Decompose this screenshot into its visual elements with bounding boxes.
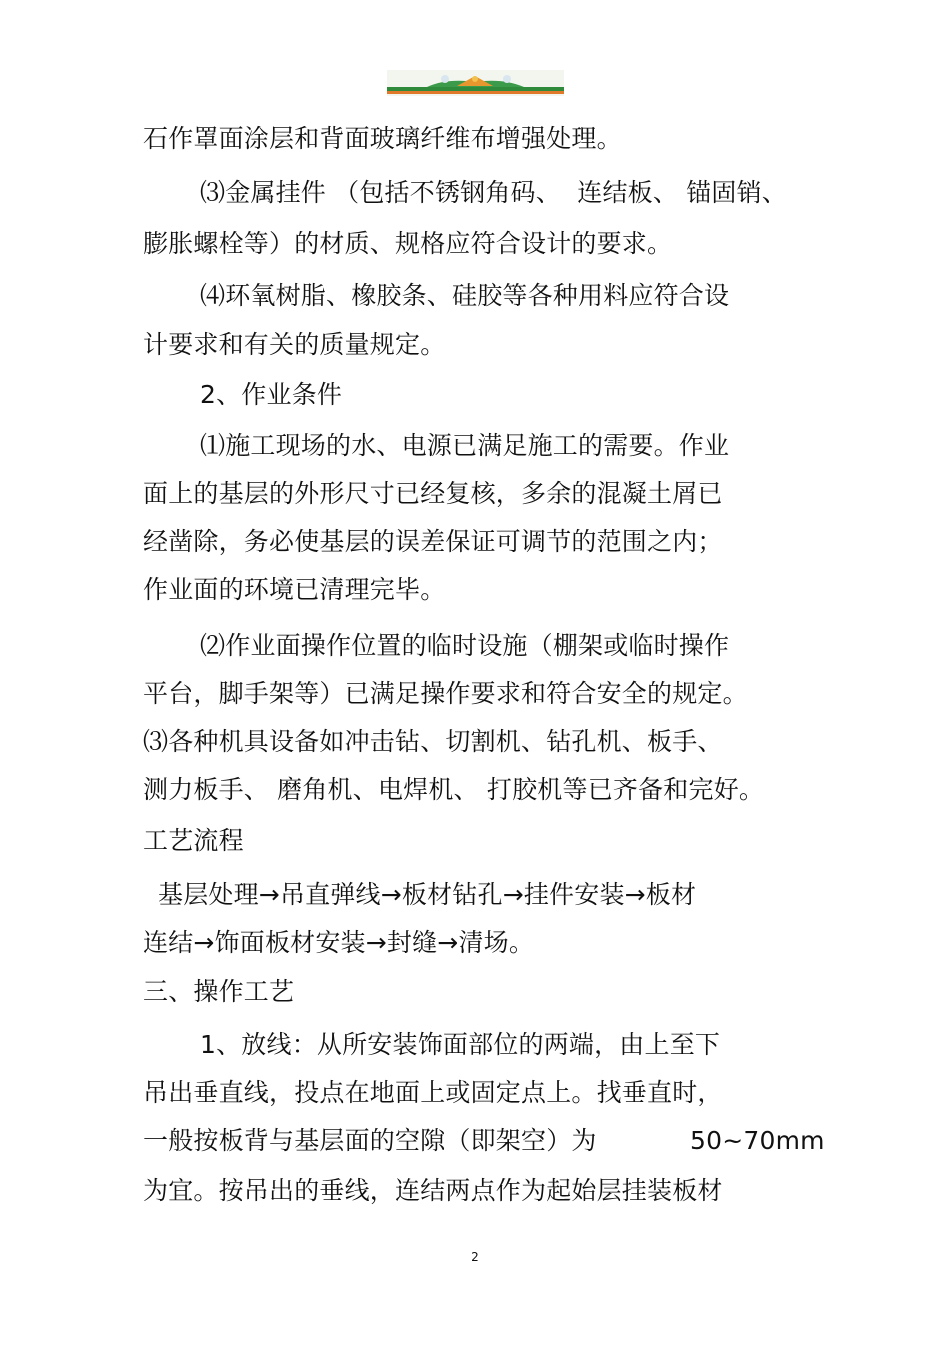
text-line-11: ⑵作业面操作位置的临时设施（棚架或临时操作	[200, 631, 730, 660]
section-heading-process: 工艺流程	[143, 826, 244, 855]
text-line-7: ⑴施工现场的水、电源已满足施工的需要。作业	[200, 431, 730, 460]
text-line-12: 平台，脚手架等）已满足操作要求和符合安全的规定。	[143, 679, 748, 708]
text-line-9: 经凿除，务必使基层的误差保证可调节的范围之内；	[143, 527, 723, 556]
text-line-13: ⑶各种机具设备如冲击钻、切割机、钻孔机、板手、	[143, 727, 723, 756]
text-line-4: ⑷环氧树脂、橡胶条、硅胶等各种用料应符合设	[200, 281, 730, 310]
text-line-14: 测力板手、 磨角机、电焊机、 打胶机等已齐备和完好。	[143, 775, 765, 804]
text-line-8: 面上的基层的外形尺寸已经复核，多余的混凝土屑已	[143, 479, 723, 508]
text-line-3: 膨胀螺栓等）的材质、规格应符合设计的要求。	[143, 229, 673, 258]
text-measurement: 50~70mm	[690, 1126, 825, 1155]
text-line-2: ⑶金属挂件 （包括不锈钢角码、 连结板、 锚固销、	[200, 178, 787, 207]
text-line-20: 吊出垂直线，投点在地面上或固定点上。找垂直时，	[143, 1078, 723, 1107]
text-line-5: 计要求和有关的质量规定。	[143, 330, 446, 359]
text-line-1: 石作罩面涂层和背面玻璃纤维布增强处理。	[143, 124, 622, 153]
text-line-19: 1、放线：从所安装饰面部位的两端，由上至下	[200, 1030, 721, 1059]
text-line-22: 为宜。按吊出的垂线，连结两点作为起始层挂装板材	[143, 1176, 723, 1205]
section-heading-3: 三、操作工艺	[143, 977, 295, 1006]
page-number: 2	[471, 1250, 479, 1264]
process-flow-line-1: 基层处理→吊直弹线→板材钻孔→挂件安装→板材	[158, 880, 697, 909]
process-flow-line-2: 连结→饰面板材安装→封缝→清场。	[143, 928, 535, 957]
section-heading-2: 2、作业条件	[200, 380, 343, 409]
text-line-21: 一般按板背与基层面的空隙（即架空）为	[143, 1126, 597, 1155]
header-logo	[387, 70, 564, 96]
text-line-10: 作业面的环境已清理完毕。	[143, 575, 446, 604]
